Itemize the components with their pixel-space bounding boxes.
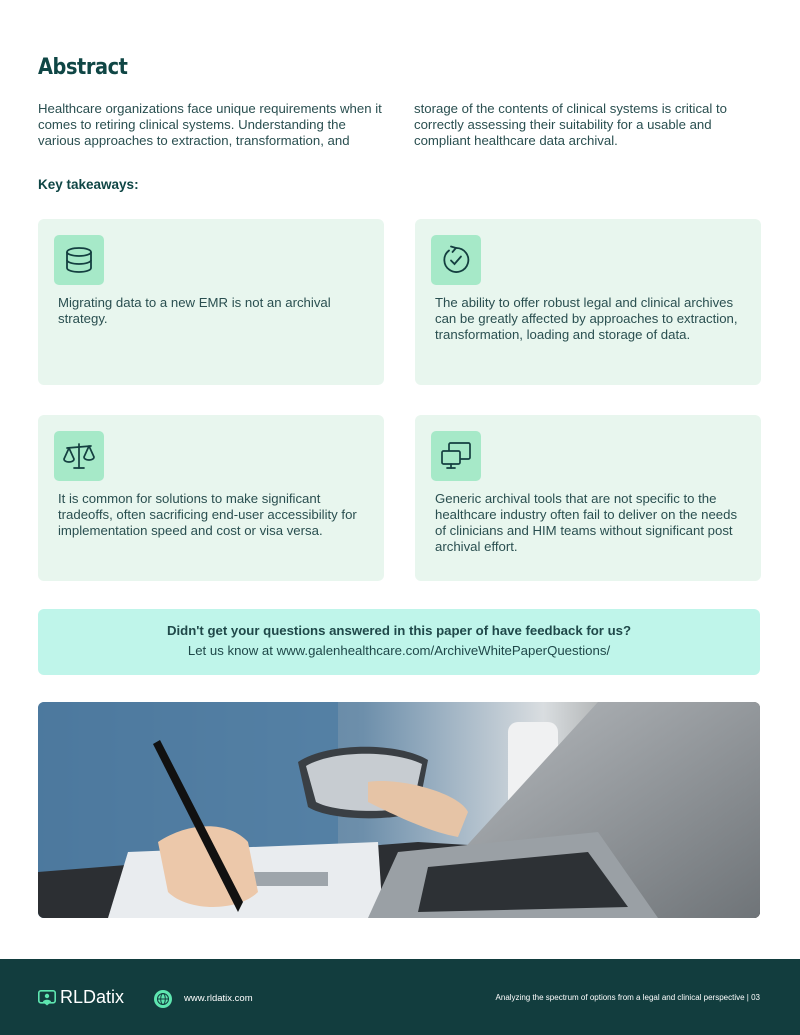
globe-icon: [154, 990, 172, 1008]
takeaway-text-3: It is common for solutions to make significant tradeoffs, often sacrificing end-user accessibility for implementation speed and cost or visa versa.: [58, 491, 357, 538]
monitors-icon: [431, 431, 481, 481]
clinician-laptop-photo: [38, 702, 760, 918]
rldatix-logo-text: RLDatix: [60, 987, 125, 1007]
takeaway-text-4: Generic archival tools that are not specific to the healthcare industry often fail to deliver on the needs of clinicians and HIM teams without significant post archival effort.: [435, 491, 738, 554]
scales-icon: [54, 431, 104, 481]
takeaway-card-4: [415, 415, 761, 581]
page-title: Abstract: [38, 55, 128, 80]
takeaway-text-1: Migrating data to a new EMR is not an archival strategy.: [58, 295, 331, 326]
abstract-text-right: storage of the contents of clinical systems is critical to correctly assessing their suitability for a usable and compliant healthcare data archival.: [414, 101, 727, 148]
feedback-question: Didn't get your questions answered in this paper of have feedback for us?: [166, 623, 632, 638]
takeaway-text-2: The ability to offer robust legal and clinical archives can be greatly affected by approaches to extraction, transformation, loading and storage of data.: [435, 295, 738, 342]
rldatix-logo-icon: [38, 990, 56, 1006]
feedback-link[interactable]: Let us know at www.galenhealthcare.com/ArchiveWhitePaperQuestions/: [187, 643, 611, 658]
refresh-check-icon: [431, 235, 481, 285]
takeaway-card-3: [38, 415, 384, 581]
feedback-banner: [38, 609, 760, 675]
takeaway-card-2: [415, 219, 761, 385]
takeaway-card-1: [38, 219, 384, 385]
key-takeaways-heading: Key takeaways:: [38, 177, 139, 192]
database-icon: [54, 235, 104, 285]
abstract-text-left: Healthcare organizations face unique requirements when it comes to retiring clinical systems. Understanding the various approaches to extraction, transformation, and: [38, 101, 382, 148]
website-link[interactable]: www.rldatix.com: [184, 993, 253, 1004]
footer: [0, 959, 800, 1035]
footer-page-note: Analyzing the spectrum of options from a legal and clinical perspective | 03: [495, 993, 760, 1002]
